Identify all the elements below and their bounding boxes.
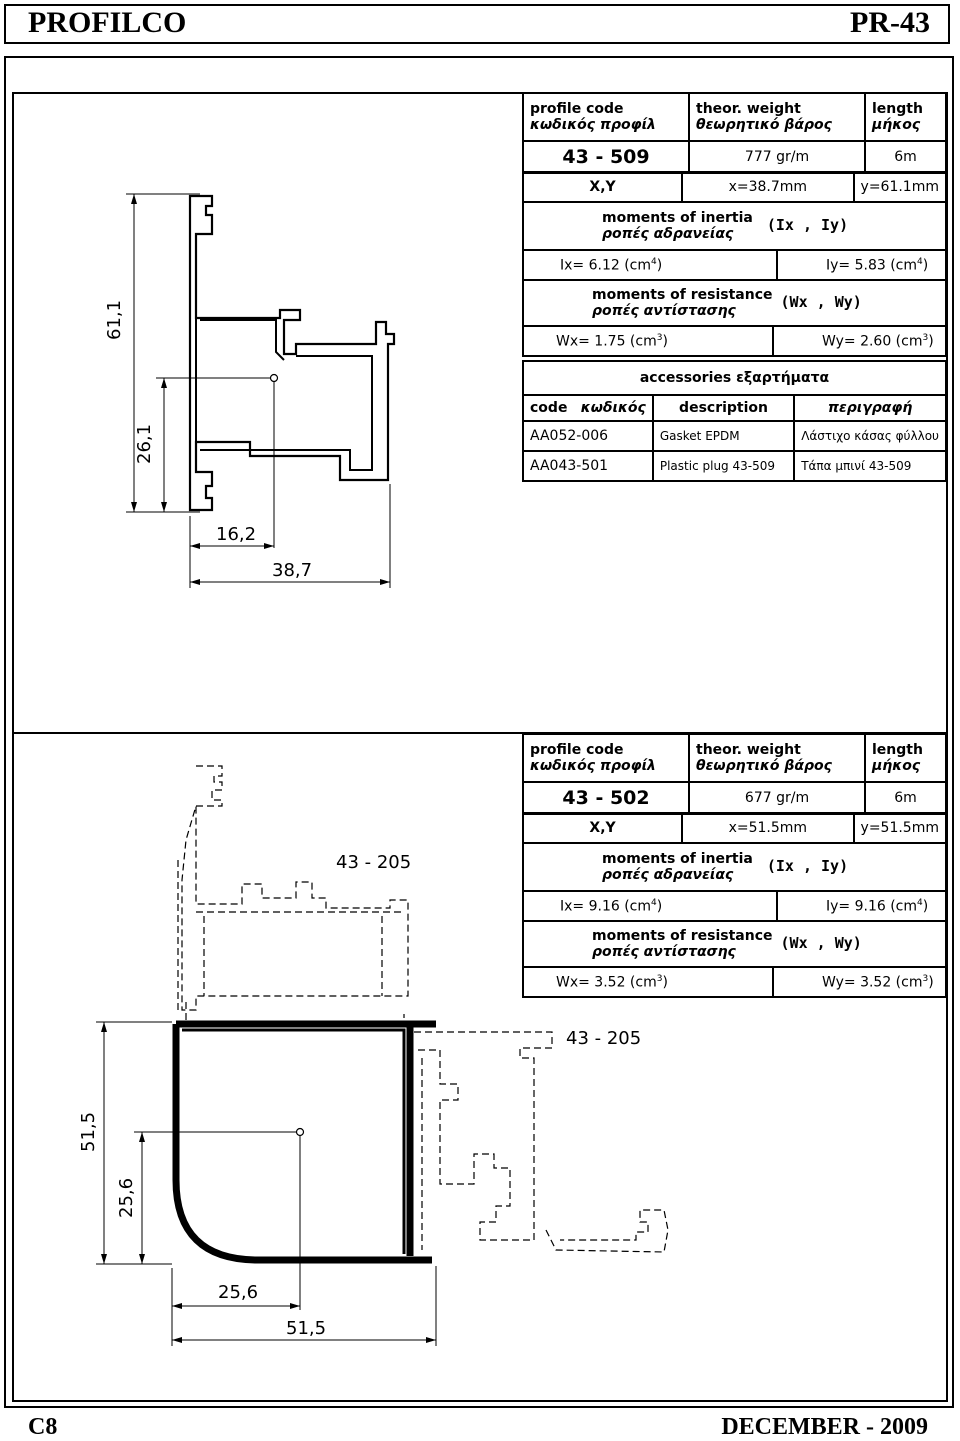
inertia-symbol: (Ix , Iy) xyxy=(766,216,849,234)
inertia-table-2: moments of inertia ροπές αδρανείας (Ix , Iy) Ix= 9.16 $(cm^4)$ Iy= 9.16 $(cm^4)$ xyxy=(522,842,947,922)
xy-label: X,Y xyxy=(523,813,682,843)
acc-description-gr: Τάπα μπινί 43-509 xyxy=(794,451,946,481)
inertia-table-1: moments of inertia ροπές αδρανείας (Ix , Iy) Ix= 6.12 $(cm^4)$ Iy= 5.83 $(cm^4)$ xyxy=(522,201,947,281)
acc-header-code-gr: κωδικός xyxy=(580,400,646,416)
related-profile-label-top: 43 - 205 xyxy=(336,852,412,873)
label-resistance: moments of resistance xyxy=(592,928,773,944)
acc-description: Gasket EPDM xyxy=(653,421,794,451)
label-length-gr: μήκος xyxy=(872,758,921,774)
wx-value: Wx= 3.52 (cm xyxy=(556,974,657,991)
profile-code-value: 43 - 509 xyxy=(523,141,689,173)
accessories-title: accessories εξαρτήματα xyxy=(523,361,946,395)
xy-table-2 xyxy=(522,812,947,844)
dim-height-center-2: 25,6 xyxy=(116,1177,137,1218)
iy-value: Iy= 9.16 (cm xyxy=(826,898,918,915)
x-value: x=38.7mm xyxy=(682,172,853,202)
acc-description-gr: Λάστιχο κάσας φύλλου xyxy=(794,421,946,451)
dim-width-center-1: 16,2 xyxy=(216,524,257,545)
label-resistance: moments of resistance xyxy=(592,287,773,303)
label-weight-gr: θεωρητικό βάρος xyxy=(696,758,832,774)
length-value: 6m xyxy=(865,141,946,173)
brand-title: PROFILCO xyxy=(28,6,187,39)
wy-value: Wy= 3.52 (cm xyxy=(822,974,923,991)
wx-value: Wx= 1.75 (cm xyxy=(556,333,657,350)
weight-value: 777 gr/m xyxy=(689,141,865,173)
label-inertia: moments of inertia xyxy=(602,851,753,867)
acc-code: AA043-501 xyxy=(523,451,653,481)
dim-height-center-1: 26,1 xyxy=(134,423,155,464)
label-profile-code-gr: κωδικός προφίλ xyxy=(530,758,656,774)
profile-code-value: 43 - 502 xyxy=(523,782,689,814)
dim-width-total-1: 38,7 xyxy=(272,560,313,581)
label-resistance-gr: ροπές αντίστασης xyxy=(592,303,736,319)
label-inertia-gr: ροπές αδρανείας xyxy=(602,867,734,883)
y-value: y=61.1mm xyxy=(854,172,946,202)
label-profile-code: profile code xyxy=(530,101,624,117)
label-profile-code-gr: κωδικός προφίλ xyxy=(530,117,656,133)
length-value: 6m xyxy=(865,782,946,814)
acc-code: AA052-006 xyxy=(523,421,653,451)
weight-value: 677 gr/m xyxy=(689,782,865,814)
label-inertia: moments of inertia xyxy=(602,210,753,226)
footer-page-number: C8 xyxy=(28,1414,58,1440)
label-profile-code: profile code xyxy=(530,742,624,758)
y-value: y=51.5mm xyxy=(854,813,946,843)
dim-height-total-1: 61,1 xyxy=(104,299,125,340)
label-length-gr: μήκος xyxy=(872,117,921,133)
label-weight: theor. weight xyxy=(696,742,801,758)
x-value: x=51.5mm xyxy=(682,813,853,843)
acc-header-description: description xyxy=(653,395,794,421)
dim-width-center-2: 25,6 xyxy=(218,1282,259,1303)
label-length: length xyxy=(872,101,923,117)
label-resistance-gr: ροπές αντίστασης xyxy=(592,944,736,960)
label-weight: theor. weight xyxy=(696,101,801,117)
acc-description: Plastic plug 43-509 xyxy=(653,451,794,481)
label-inertia-gr: ροπές αδρανείας xyxy=(602,226,734,242)
related-profile-label-right: 43 - 205 xyxy=(566,1028,642,1049)
dim-width-total-2: 51,5 xyxy=(286,1318,327,1339)
spec-table-2 xyxy=(522,733,947,815)
wy-value: Wy= 2.60 (cm xyxy=(822,333,923,350)
resistance-table-2: moments of resistance ροπές αντίστασης (Wx , Wy) Wx= 3.52 $(cm^3)$ Wy= 3.52 $(cm^3)$ xyxy=(522,920,947,998)
ix-value: Ix= 6.12 (cm xyxy=(560,257,652,274)
resistance-table-1: moments of resistance ροπές αντίστασης (Wx , Wy) Wx= 1.75 $(cm^3)$ Wy= 2.60 $(cm^3)$ xyxy=(522,279,947,357)
acc-header-description-gr: περιγραφή xyxy=(794,395,946,421)
xy-label: X,Y xyxy=(523,172,682,202)
footer-date: DECEMBER - 2009 xyxy=(721,1414,928,1440)
label-length: length xyxy=(872,742,923,758)
dim-height-total-2: 51,5 xyxy=(78,1111,99,1152)
label-weight-gr: θεωρητικό βάρος xyxy=(696,117,832,133)
resistance-symbol: (Wx , Wy) xyxy=(780,934,862,952)
ix-value: Ix= 9.16 (cm xyxy=(560,898,652,915)
iy-value: Iy= 5.83 (cm xyxy=(826,257,918,274)
inertia-symbol: (Ix , Iy) xyxy=(766,857,849,875)
acc-header-code: code xyxy=(530,400,568,416)
page-code: PR-43 xyxy=(850,6,930,39)
resistance-symbol: (Wx , Wy) xyxy=(780,293,862,311)
